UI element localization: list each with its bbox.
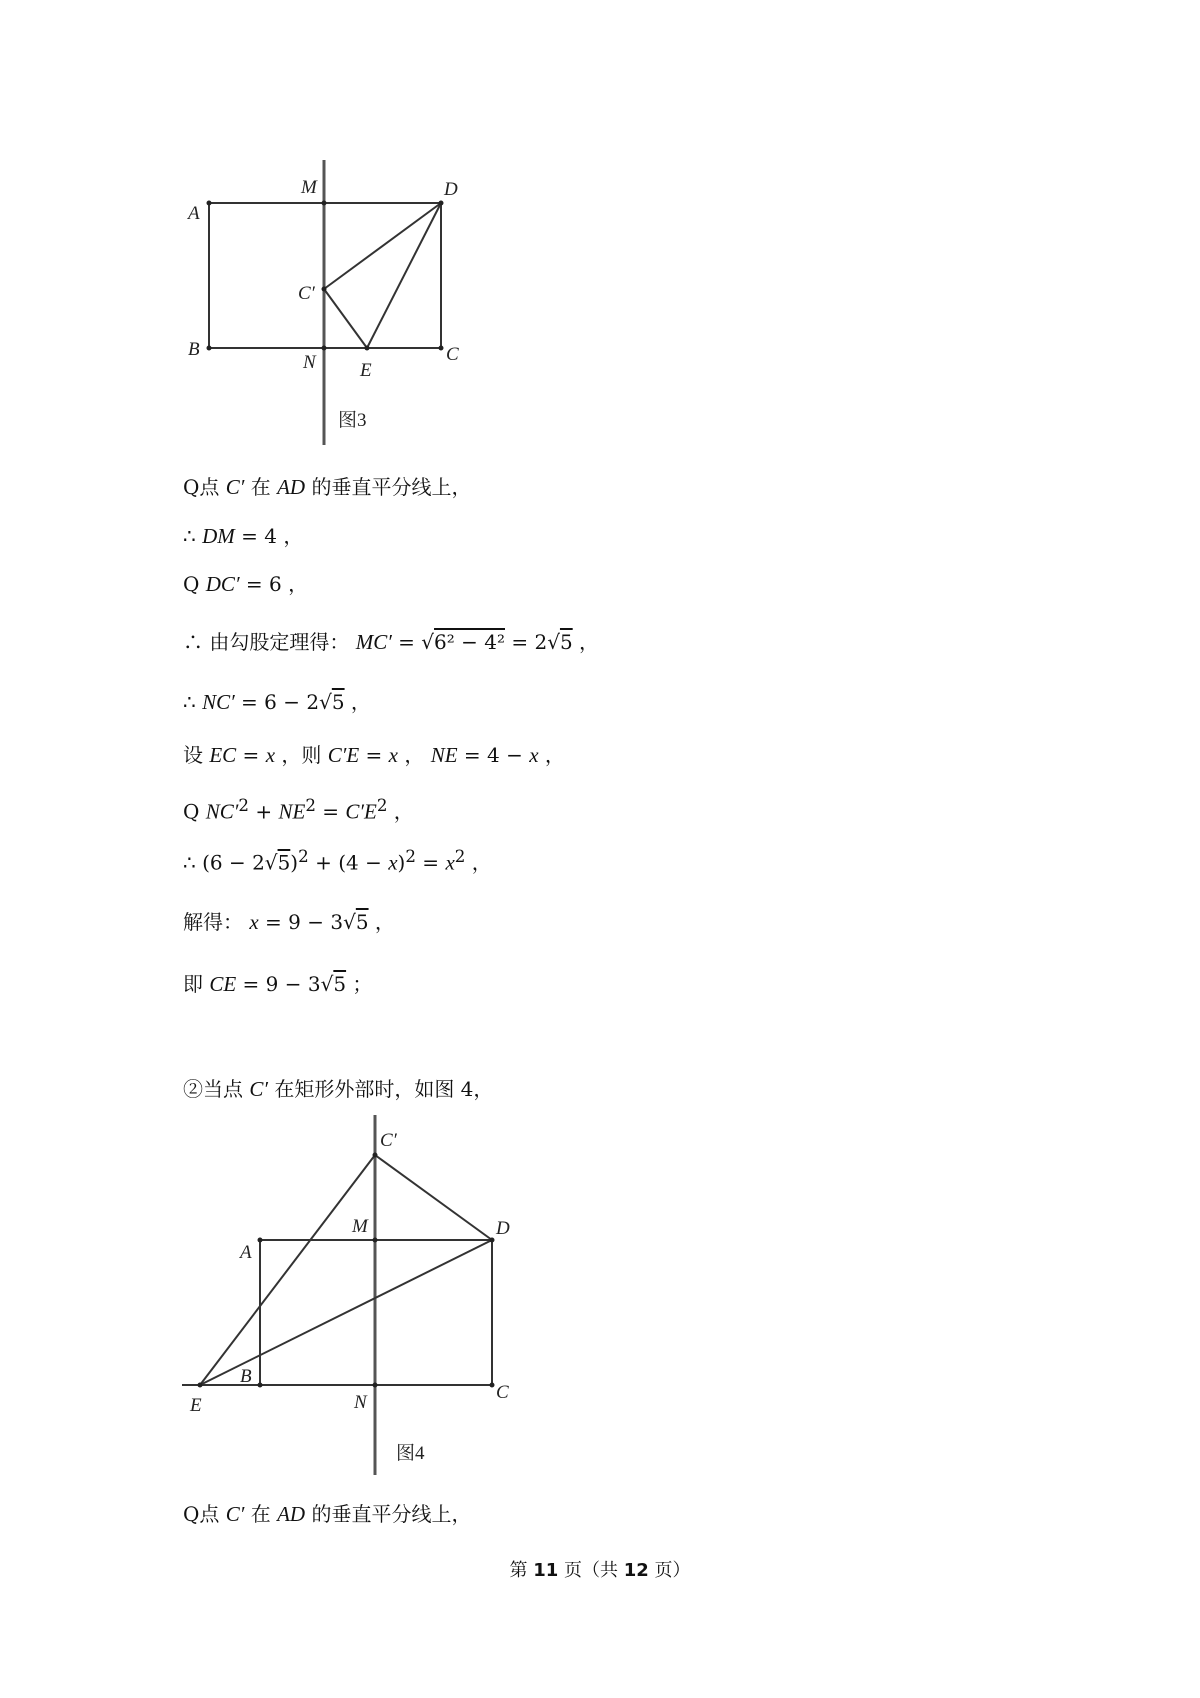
footer-middle: 页（共 bbox=[564, 1560, 618, 1581]
label-e: E bbox=[190, 1395, 202, 1416]
label-c-prime: C′ bbox=[380, 1130, 397, 1151]
label-a: A bbox=[240, 1242, 252, 1263]
solution-line-6: 设 EC = x ，则 C′E = x ， NE = 4 − x ， bbox=[183, 743, 565, 767]
solution-line-1: Q点 C′ 在 AD 的垂直平分线上， bbox=[183, 475, 472, 499]
label-c: C bbox=[446, 344, 459, 365]
solution-line-2: ∴ DM = 4 ， bbox=[183, 524, 304, 548]
figure-3 bbox=[180, 155, 480, 455]
label-n: N bbox=[303, 352, 316, 373]
label-d: D bbox=[496, 1218, 510, 1239]
figure-4-caption: 图4 bbox=[396, 1443, 425, 1464]
label-a: A bbox=[188, 203, 200, 224]
figure-3-caption: 图3 bbox=[338, 410, 367, 431]
segment-c-prime-d bbox=[375, 1155, 492, 1240]
label-b: B bbox=[188, 339, 200, 360]
footer-suffix: 页） bbox=[654, 1560, 691, 1581]
label-c: C bbox=[496, 1382, 509, 1403]
segment-dc bbox=[324, 203, 441, 289]
label-e: E bbox=[360, 360, 372, 381]
label-n: N bbox=[354, 1392, 367, 1413]
label-m: M bbox=[352, 1216, 368, 1237]
label-d: D bbox=[444, 179, 458, 200]
page-footer bbox=[0, 1556, 1200, 1582]
footer-page-number: 11 bbox=[533, 1560, 559, 1581]
segment-ce bbox=[324, 289, 367, 348]
label-b: B bbox=[240, 1366, 252, 1387]
label-c-prime: C′ bbox=[298, 283, 315, 304]
segment-ed bbox=[367, 203, 441, 348]
solution-line-10: 即 CE = 9 − 3√5 ； bbox=[183, 972, 373, 996]
solution-line-4: ∴ 由勾股定理得： MC′ = √6² − 4² = 2√5 ， bbox=[183, 630, 600, 654]
footer-total-pages: 12 bbox=[623, 1560, 649, 1581]
segment-c-prime-e bbox=[200, 1155, 375, 1385]
solution-line-11: ②当点 C′ 在矩形外部时，如图 4， bbox=[183, 1077, 494, 1101]
figure-4 bbox=[180, 1110, 520, 1490]
footer-prefix: 第 bbox=[509, 1560, 528, 1581]
solution-line-12: Q点 C′ 在 AD 的垂直平分线上， bbox=[183, 1502, 472, 1526]
label-m: M bbox=[301, 177, 317, 198]
solution-line-9: 解得： x = 9 − 3√5 ， bbox=[183, 910, 395, 934]
solution-line-3: Q DC′ = 6 ， bbox=[183, 572, 309, 596]
solution-line-7: Q $NC'^2 + NE^2 = C'E^2$ ， bbox=[183, 796, 414, 824]
solution-line-8: ∴ $(6 - 2√5)^2 + (4 - x)^2 = x^2$ ， bbox=[183, 847, 492, 875]
solution-line-5: ∴ NC′ = 6 − 2√5 ， bbox=[183, 690, 371, 714]
